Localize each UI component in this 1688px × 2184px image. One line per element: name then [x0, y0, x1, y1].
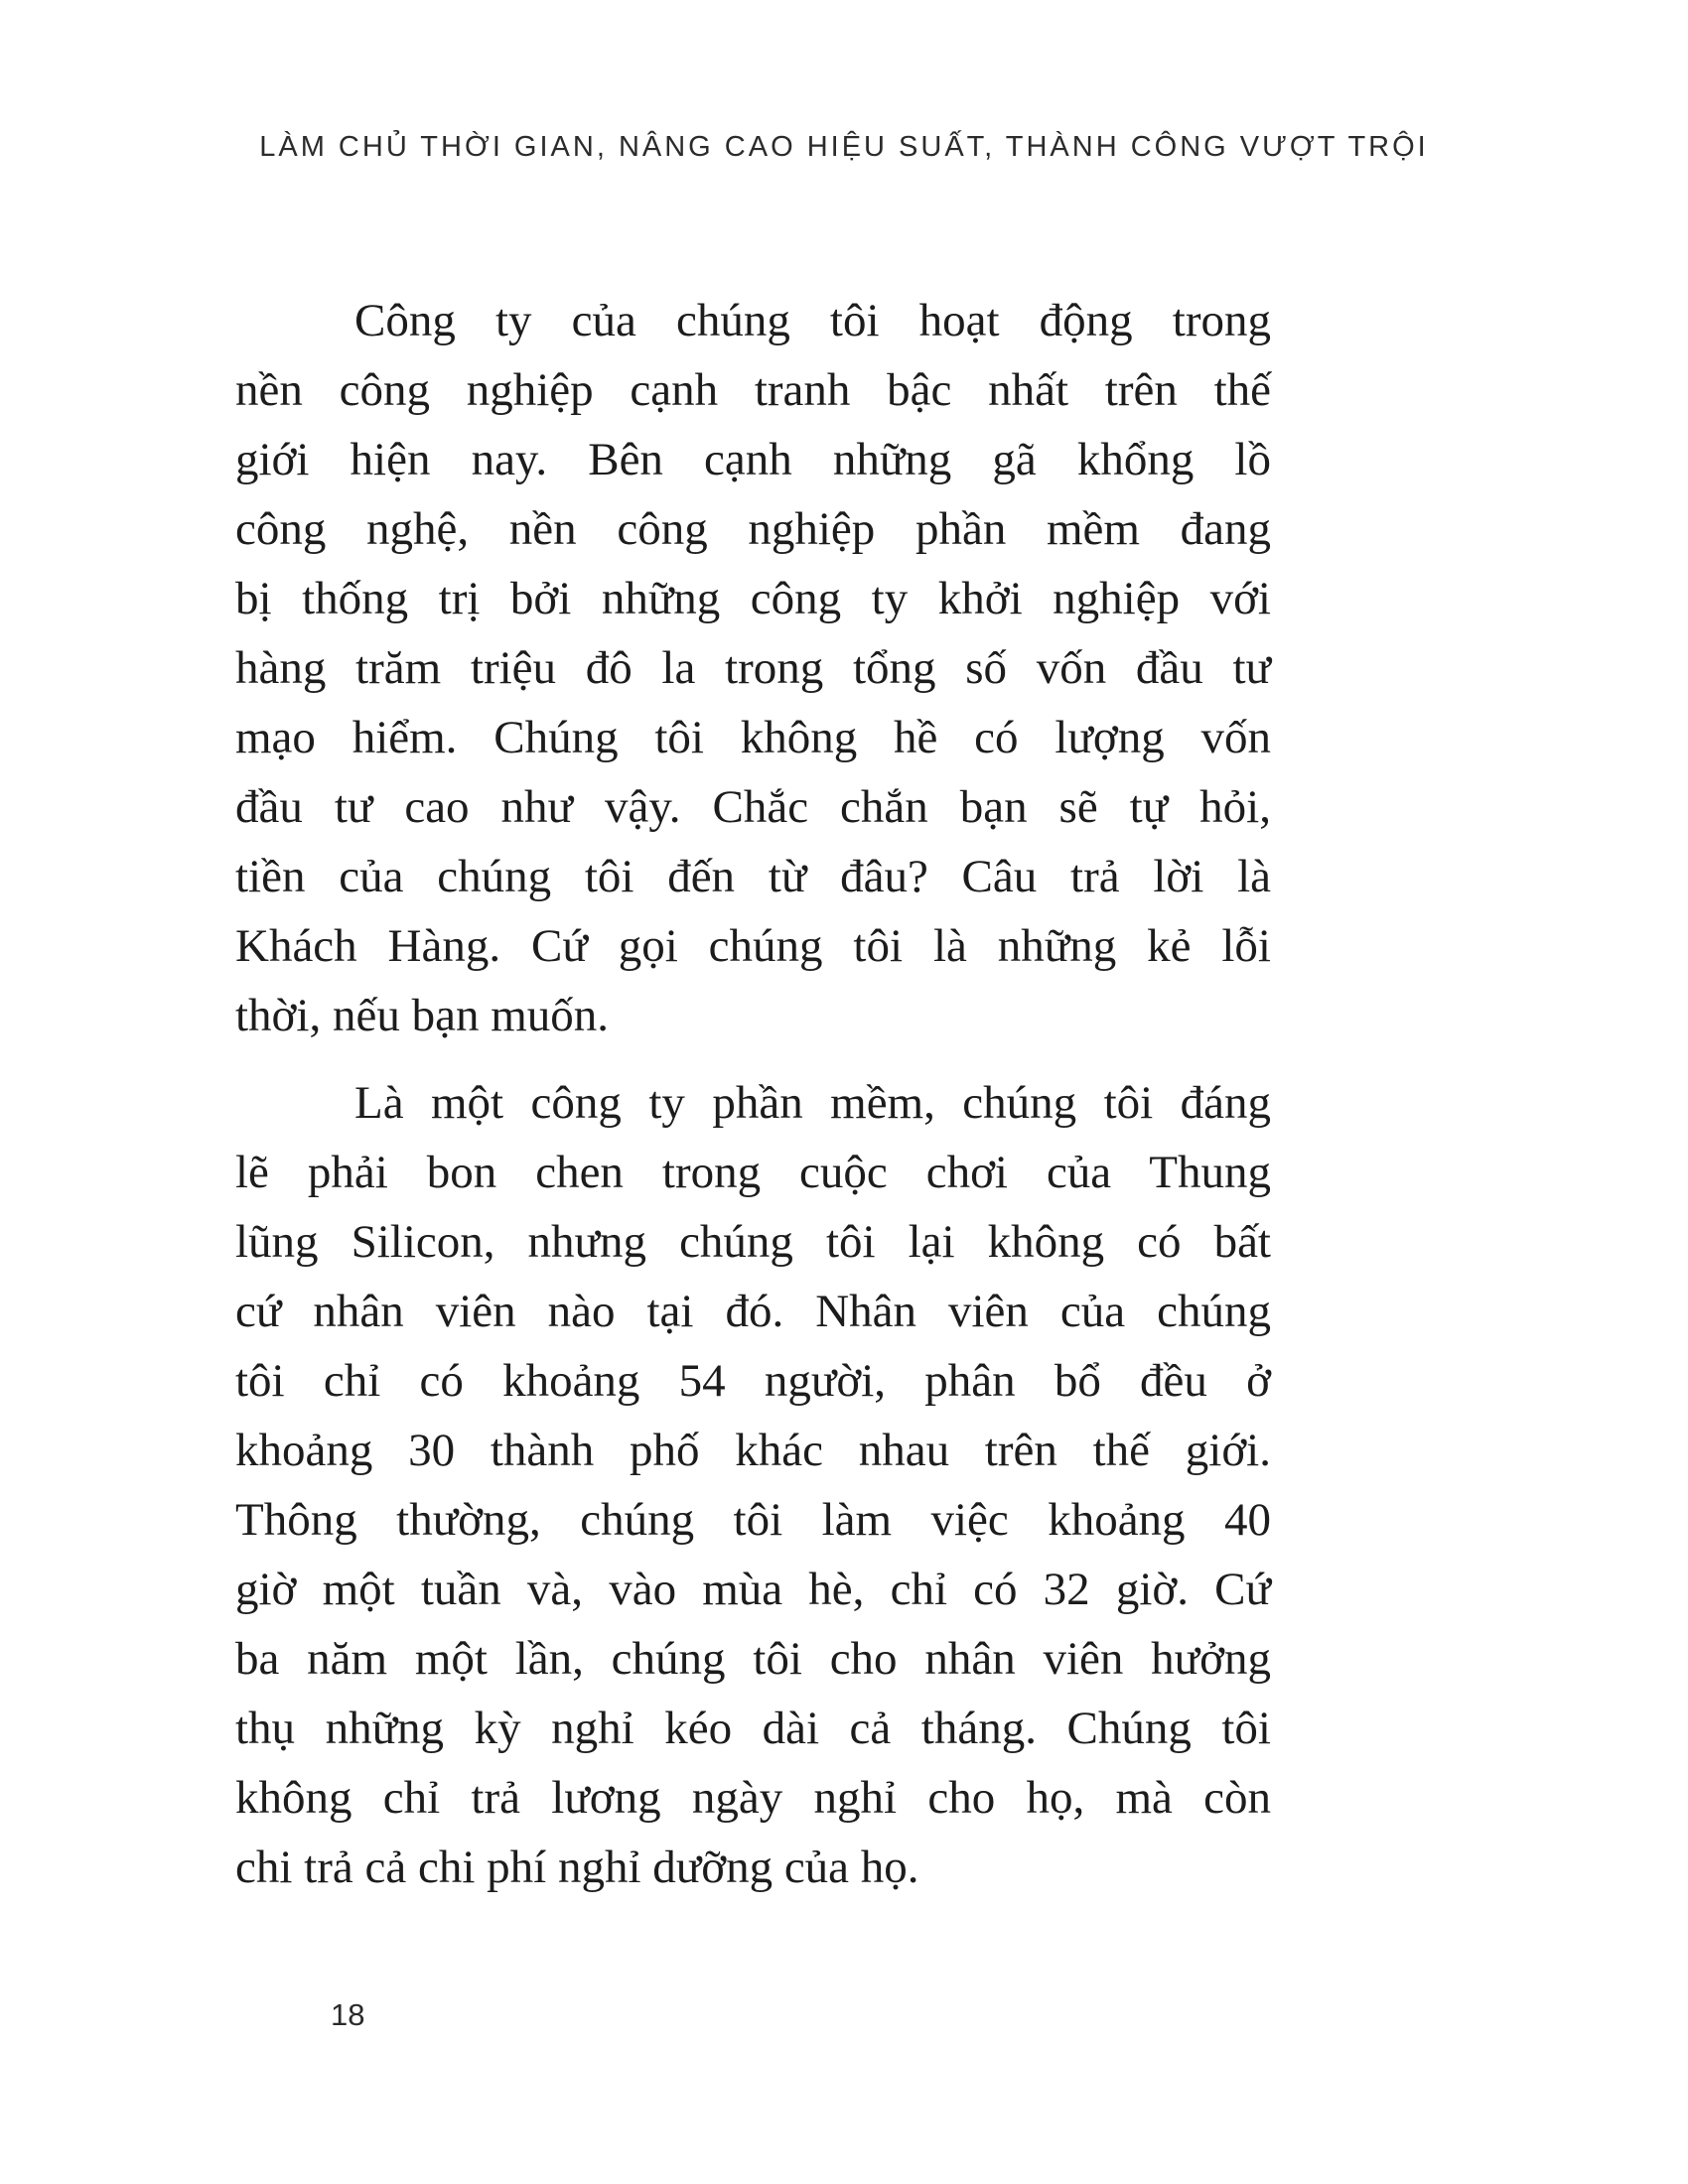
- text-line: giới hiện nay. Bên cạnh những gã khổng lồ: [235, 434, 1271, 485]
- paragraph: [235, 286, 1271, 1050]
- body-text: [235, 286, 1271, 1902]
- text-line: Công ty của chúng tôi hoạt động trong: [354, 295, 1271, 346]
- text-line: Thông thường, chúng tôi làm việc khoảng 40: [235, 1494, 1271, 1546]
- text-line: ba năm một lần, chúng tôi cho nhân viên hưởng: [235, 1633, 1271, 1685]
- text-line: nền công nghiệp cạnh tranh bậc nhất trên thế: [235, 364, 1271, 416]
- text-line: thời, nếu bạn muốn.: [235, 990, 609, 1041]
- text-line: khoảng 30 thành phố khác nhau trên thế giới.: [235, 1425, 1271, 1476]
- text-line: giờ một tuần và, vào mùa hè, chỉ có 32 giờ. Cứ: [235, 1564, 1271, 1615]
- text-line: đầu tư cao như vậy. Chắc chắn bạn sẽ tự hỏi,: [235, 781, 1271, 833]
- text-line: cứ nhân viên nào tại đó. Nhân viên của chúng: [235, 1286, 1271, 1337]
- paragraph: [235, 1068, 1271, 1902]
- text-line: lũng Silicon, nhưng chúng tôi lại không có bất: [235, 1216, 1271, 1268]
- text-line: tiền của chúng tôi đến từ đâu? Câu trả lời là: [235, 851, 1271, 902]
- running-header: LÀM CHỦ THỜI GIAN, NÂNG CAO HIỆU SUẤT, THÀNH CÔNG VƯỢT TRỘI: [259, 131, 1429, 163]
- text-line: Khách Hàng. Cứ gọi chúng tôi là những kẻ lỗi: [235, 920, 1271, 972]
- text-line: Là một công ty phần mềm, chúng tôi đáng: [354, 1077, 1271, 1129]
- text-line: lẽ phải bon chen trong cuộc chơi của Thung: [235, 1147, 1271, 1198]
- text-line: tôi chỉ có khoảng 54 người, phân bổ đều ở: [235, 1355, 1271, 1407]
- text-line: không chỉ trả lương ngày nghỉ cho họ, mà còn: [235, 1772, 1271, 1824]
- text-line: thụ những kỳ nghỉ kéo dài cả tháng. Chúng tôi: [235, 1703, 1271, 1754]
- page-number: 18: [331, 1997, 365, 2032]
- text-line: bị thống trị bởi những công ty khởi nghiệp với: [235, 573, 1271, 624]
- text-line: chi trả cả chi phí nghỉ dưỡng của họ.: [235, 1842, 919, 1893]
- text-line: mạo hiểm. Chúng tôi không hề có lượng vốn: [235, 712, 1271, 763]
- text-line: công nghệ, nền công nghiệp phần mềm đang: [235, 503, 1271, 555]
- text-line: hàng trăm triệu đô la trong tổng số vốn đầu tư: [235, 642, 1271, 694]
